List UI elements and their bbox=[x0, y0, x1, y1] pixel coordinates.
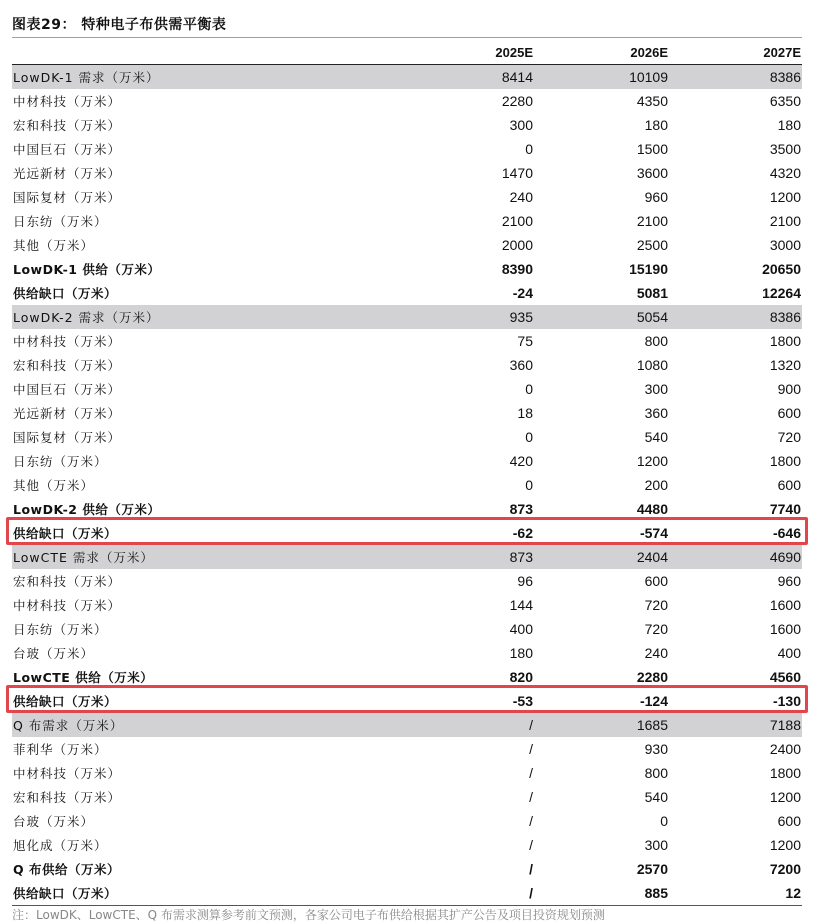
table-row bbox=[12, 641, 802, 665]
table-row bbox=[12, 761, 802, 785]
table-row bbox=[12, 881, 802, 906]
cell-value: 300 bbox=[644, 381, 668, 397]
cell-value: 3600 bbox=[636, 165, 668, 181]
cell-value: / bbox=[529, 789, 533, 805]
cell-value: 4320 bbox=[769, 165, 801, 181]
table-row bbox=[12, 353, 802, 377]
cell-value: -124 bbox=[639, 693, 668, 709]
table-row bbox=[12, 617, 802, 641]
cell-value: 420 bbox=[509, 453, 533, 469]
cell-value: 7188 bbox=[669, 713, 802, 737]
cell-value: -574 bbox=[639, 525, 668, 541]
cell-value: 960 bbox=[644, 189, 668, 205]
table-row bbox=[12, 329, 802, 353]
cell-value: 1470 bbox=[501, 165, 533, 181]
cell-value: 12 bbox=[669, 881, 802, 906]
cell-value: 1320 bbox=[769, 357, 801, 373]
cell-value: / bbox=[529, 837, 533, 853]
table-row bbox=[12, 281, 802, 305]
cell-value: 600 bbox=[777, 813, 801, 829]
table-row bbox=[12, 65, 802, 90]
header-row bbox=[12, 40, 802, 65]
cell-value: 1200 bbox=[636, 453, 668, 469]
cell-value: 300 bbox=[509, 117, 533, 133]
cell-value: / bbox=[402, 713, 534, 737]
cell-value: 0 bbox=[660, 813, 668, 829]
cell-value: 873 bbox=[402, 545, 534, 569]
supply-demand-table bbox=[12, 40, 802, 906]
row-label: 中国巨石（万米） bbox=[13, 382, 122, 397]
table-row bbox=[12, 305, 802, 329]
cell-value: 3000 bbox=[769, 237, 801, 253]
cell-value: 144 bbox=[509, 597, 533, 613]
cell-value: 1800 bbox=[769, 765, 801, 781]
cell-value: 2280 bbox=[636, 669, 668, 685]
cell-value: 75 bbox=[517, 333, 533, 349]
row-label: 其他（万米） bbox=[13, 238, 95, 253]
table-row bbox=[12, 257, 802, 281]
table-row bbox=[12, 377, 802, 401]
row-label: 宏和科技（万米） bbox=[13, 790, 122, 805]
cell-value: 240 bbox=[644, 645, 668, 661]
cell-value: 8390 bbox=[501, 261, 533, 277]
cell-value: 240 bbox=[509, 189, 533, 205]
cell-value: 1800 bbox=[769, 333, 801, 349]
row-label: 旭化成（万米） bbox=[13, 838, 108, 853]
row-label: 其他（万米） bbox=[13, 478, 95, 493]
row-label: 中材科技（万米） bbox=[13, 94, 122, 109]
table-row bbox=[12, 449, 802, 473]
cell-value: 800 bbox=[644, 765, 668, 781]
row-label: 宏和科技（万米） bbox=[13, 118, 122, 133]
row-label: 日东纺（万米） bbox=[13, 214, 108, 229]
cell-value: 1200 bbox=[769, 189, 801, 205]
row-label: 光远新材（万米） bbox=[13, 406, 122, 421]
cell-value: 900 bbox=[777, 381, 801, 397]
table-row bbox=[12, 713, 802, 737]
cell-value: 1800 bbox=[769, 453, 801, 469]
row-label: LowDK-2 供给（万米） bbox=[13, 502, 161, 517]
table-row bbox=[12, 137, 802, 161]
row-label: 供给缺口（万米） bbox=[13, 286, 118, 301]
table-row bbox=[12, 857, 802, 881]
cell-value: 360 bbox=[509, 357, 533, 373]
row-label: 日东纺（万米） bbox=[13, 622, 108, 637]
cell-value: -53 bbox=[512, 693, 533, 709]
row-label: 中材科技（万米） bbox=[13, 598, 122, 613]
row-label: 菲利华（万米） bbox=[13, 742, 108, 757]
cell-value: 1685 bbox=[534, 713, 669, 737]
row-label: 日东纺（万米） bbox=[13, 454, 108, 469]
cell-value: 600 bbox=[777, 477, 801, 493]
table-row bbox=[12, 89, 802, 113]
cell-value: 540 bbox=[644, 789, 668, 805]
cell-value: 96 bbox=[517, 573, 533, 589]
cell-value: 930 bbox=[644, 741, 668, 757]
cell-value: 8386 bbox=[669, 65, 802, 90]
cell-value: -646 bbox=[772, 525, 801, 541]
cell-value: 2000 bbox=[501, 237, 533, 253]
cell-value: -62 bbox=[512, 525, 533, 541]
cell-value: 800 bbox=[644, 333, 668, 349]
row-label: Q 布供给（万米） bbox=[13, 862, 120, 877]
row-label: 国际复材（万米） bbox=[13, 190, 122, 205]
cell-value: 2400 bbox=[769, 741, 801, 757]
cell-value: / bbox=[402, 881, 534, 906]
table-row bbox=[12, 185, 802, 209]
cell-value: 400 bbox=[777, 645, 801, 661]
cell-value: 935 bbox=[402, 305, 534, 329]
cell-value: 720 bbox=[644, 597, 668, 613]
cell-value: 2280 bbox=[501, 93, 533, 109]
row-label: 中材科技（万米） bbox=[13, 766, 122, 781]
cell-value: 8414 bbox=[402, 65, 534, 90]
cell-value: 7200 bbox=[769, 861, 801, 877]
row-label: 供给缺口（万米） bbox=[13, 526, 118, 541]
cell-value: 873 bbox=[509, 501, 533, 517]
table-row bbox=[12, 113, 802, 137]
row-label: 供给缺口（万米） bbox=[13, 694, 118, 709]
row-label: 台玻（万米） bbox=[13, 646, 95, 661]
table-row bbox=[12, 161, 802, 185]
cell-value: 885 bbox=[534, 881, 669, 906]
column-header bbox=[12, 40, 402, 65]
row-label: LowCTE 供给（万米） bbox=[13, 670, 154, 685]
cell-value: / bbox=[529, 861, 533, 877]
cell-value: 12264 bbox=[762, 285, 801, 301]
row-label: 供给缺口（万米） bbox=[12, 881, 402, 906]
cell-value: 4480 bbox=[636, 501, 668, 517]
cell-value: / bbox=[529, 765, 533, 781]
column-header-2025e: 2025E bbox=[402, 40, 534, 65]
table-row bbox=[12, 545, 802, 569]
table-row bbox=[12, 833, 802, 857]
cell-value: 960 bbox=[777, 573, 801, 589]
cell-value: 10109 bbox=[534, 65, 669, 90]
cell-value: 5054 bbox=[534, 305, 669, 329]
row-label: 中材科技（万米） bbox=[13, 334, 122, 349]
cell-value: 6350 bbox=[769, 93, 801, 109]
table-row bbox=[12, 737, 802, 761]
cell-value: 2570 bbox=[636, 861, 668, 877]
table-body bbox=[12, 65, 802, 906]
cell-value: 4690 bbox=[669, 545, 802, 569]
row-label: LowDK-1 需求（万米） bbox=[12, 65, 402, 90]
row-label: 光远新材（万米） bbox=[13, 166, 122, 181]
column-header-2026e: 2026E bbox=[534, 40, 669, 65]
cell-value: / bbox=[529, 813, 533, 829]
row-label: 宏和科技（万米） bbox=[13, 574, 122, 589]
cell-value: 15190 bbox=[629, 261, 668, 277]
cell-value: 0 bbox=[525, 141, 533, 157]
cell-value: -24 bbox=[512, 285, 533, 301]
cell-value: 540 bbox=[644, 429, 668, 445]
table-row bbox=[12, 521, 802, 545]
cell-value: -130 bbox=[772, 693, 801, 709]
cell-value: 1200 bbox=[769, 837, 801, 853]
footnote: 注：LowDK、LowCTE、Q 布需求测算参考前文预测，各家公司电子布供给根据其扩产公告及项目投资规划预测 bbox=[12, 908, 605, 922]
title-divider bbox=[12, 37, 802, 38]
cell-value: 400 bbox=[509, 621, 533, 637]
cell-value: 720 bbox=[644, 621, 668, 637]
row-label: 台玻（万米） bbox=[13, 814, 95, 829]
cell-value: 180 bbox=[644, 117, 668, 133]
cell-value: 200 bbox=[644, 477, 668, 493]
table-row bbox=[12, 689, 802, 713]
row-label: LowDK-1 供给（万米） bbox=[13, 262, 161, 277]
cell-value: 18 bbox=[517, 405, 533, 421]
table-row bbox=[12, 569, 802, 593]
cell-value: 20650 bbox=[762, 261, 801, 277]
cell-value: 4560 bbox=[769, 669, 801, 685]
cell-value: 300 bbox=[644, 837, 668, 853]
row-label: LowCTE 需求（万米） bbox=[12, 545, 402, 569]
cell-value: 2404 bbox=[534, 545, 669, 569]
cell-value: 5081 bbox=[636, 285, 668, 301]
table-row bbox=[12, 665, 802, 689]
column-header-2027e: 2027E bbox=[669, 40, 802, 65]
table-row bbox=[12, 209, 802, 233]
table-row bbox=[12, 425, 802, 449]
cell-value: 360 bbox=[644, 405, 668, 421]
table-row bbox=[12, 785, 802, 809]
cell-value: 600 bbox=[644, 573, 668, 589]
row-label: LowDK-2 需求（万米） bbox=[12, 305, 402, 329]
row-label: 国际复材（万米） bbox=[13, 430, 122, 445]
table-row bbox=[12, 401, 802, 425]
cell-value: 2100 bbox=[769, 213, 801, 229]
row-label: 宏和科技（万米） bbox=[13, 358, 122, 373]
cell-value: 720 bbox=[777, 429, 801, 445]
table-row bbox=[12, 593, 802, 617]
cell-value: 2100 bbox=[501, 213, 533, 229]
page-title: 图表29： 特种电子布供需平衡表 bbox=[12, 17, 227, 33]
cell-value: 1080 bbox=[636, 357, 668, 373]
cell-value: 1600 bbox=[769, 621, 801, 637]
cell-value: 8386 bbox=[669, 305, 802, 329]
cell-value: 3500 bbox=[769, 141, 801, 157]
cell-value: 0 bbox=[525, 381, 533, 397]
cell-value: 7740 bbox=[769, 501, 801, 517]
cell-value: 2500 bbox=[636, 237, 668, 253]
cell-value: 180 bbox=[509, 645, 533, 661]
cell-value: 1200 bbox=[769, 789, 801, 805]
cell-value: 0 bbox=[525, 429, 533, 445]
row-label: Q 布需求（万米） bbox=[12, 713, 402, 737]
cell-value: 0 bbox=[525, 477, 533, 493]
cell-value: 2100 bbox=[636, 213, 668, 229]
cell-value: 600 bbox=[777, 405, 801, 421]
cell-value: 820 bbox=[509, 669, 533, 685]
cell-value: 1600 bbox=[769, 597, 801, 613]
cell-value: / bbox=[529, 741, 533, 757]
cell-value: 4350 bbox=[636, 93, 668, 109]
row-label: 中国巨石（万米） bbox=[13, 142, 122, 157]
cell-value: 180 bbox=[777, 117, 801, 133]
table-row bbox=[12, 233, 802, 257]
table-row bbox=[12, 497, 802, 521]
table-row bbox=[12, 473, 802, 497]
table-row bbox=[12, 809, 802, 833]
cell-value: 1500 bbox=[636, 141, 668, 157]
